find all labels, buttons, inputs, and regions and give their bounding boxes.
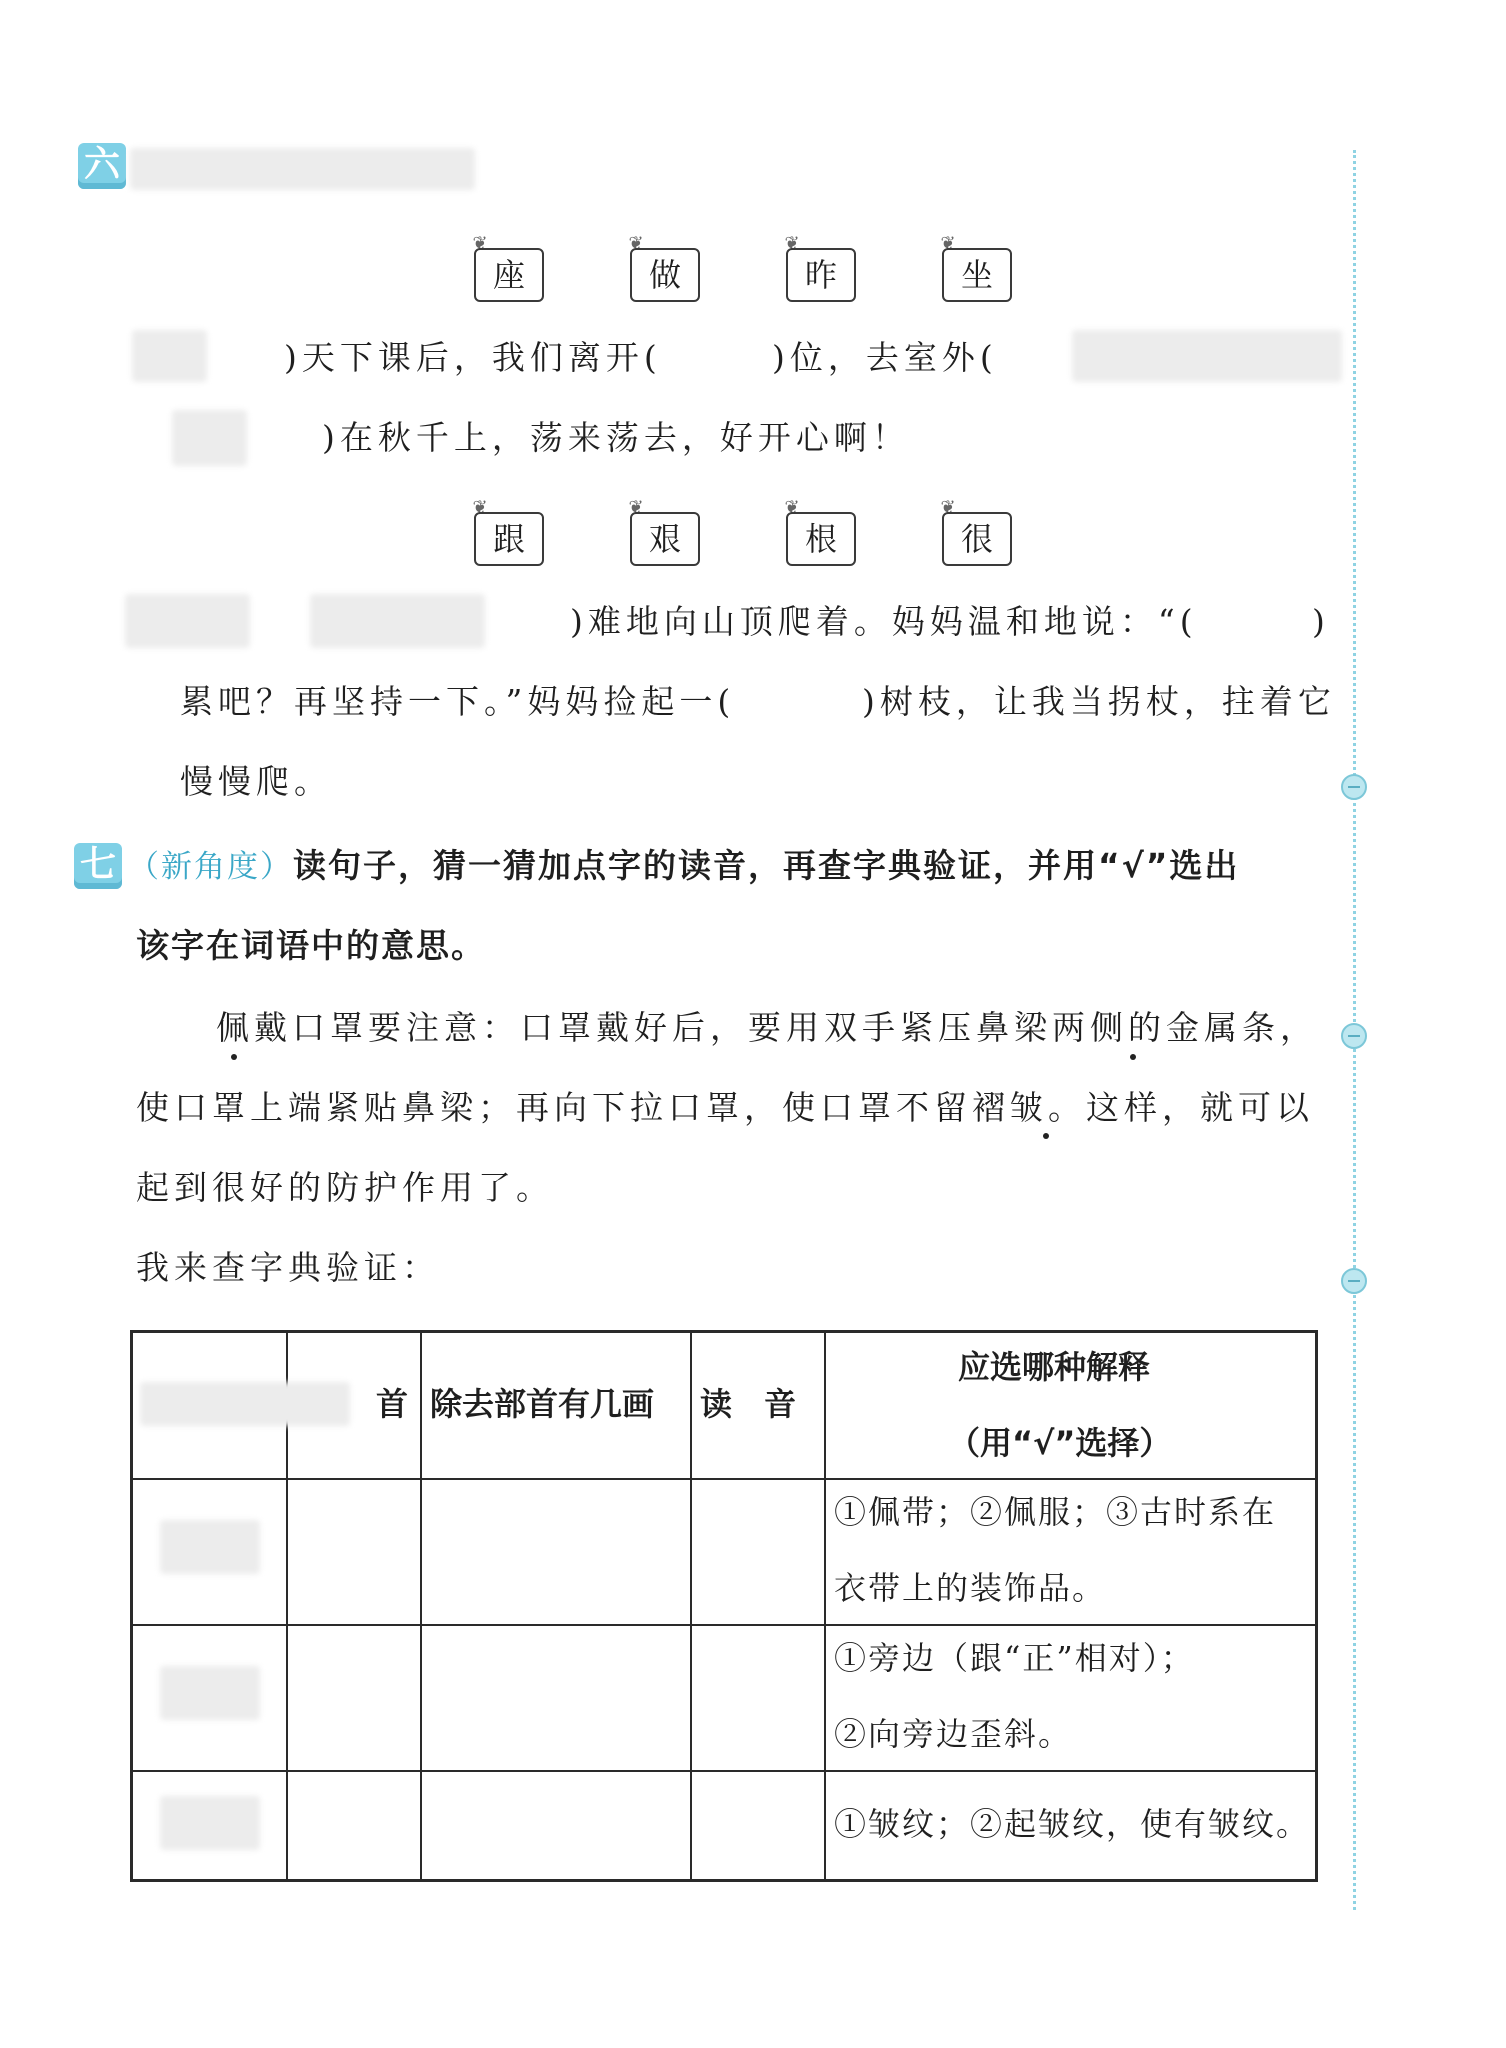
table-row-divider: [130, 1770, 1318, 1772]
choice-char: 坐: [942, 248, 1012, 302]
leaf-icon: [1341, 1268, 1367, 1294]
sentence-line: )天下课后，我们离开(: [284, 338, 662, 377]
section-instruction-cont: 该字在词语中的意思。: [136, 926, 486, 965]
section-six-badge: 六: [78, 143, 126, 189]
choice-char: 跟: [474, 512, 544, 566]
ornament-icon: ❦: [472, 233, 488, 254]
meaning-option: ②向旁边歪斜。: [834, 1715, 1073, 1753]
header-reading: 读 音: [700, 1385, 797, 1423]
choice-char: 座: [474, 248, 544, 302]
table-row-divider: [130, 1624, 1318, 1626]
ornament-icon: ❦: [628, 233, 644, 254]
redacted-blank: [310, 594, 485, 648]
redacted-instruction: [130, 148, 475, 190]
passage-line: 佩戴口罩要注意：口罩戴好后，要用双手紧压鼻梁两侧的金属条，: [216, 1008, 1318, 1047]
leaf-icon: [1341, 774, 1367, 800]
sentence-line: )难地向山顶爬着。妈妈温和地说：“(: [570, 602, 1198, 641]
meaning-option: ①佩带；②佩服；③古时系在: [834, 1493, 1277, 1531]
redacted-cell: [160, 1796, 260, 1850]
leaf-icon: [1341, 1023, 1367, 1049]
meaning-option: 衣带上的装饰品。: [834, 1569, 1107, 1607]
header-radical: 首: [376, 1385, 409, 1423]
choice-box: [784, 233, 856, 302]
redacted-blank: [132, 330, 207, 382]
ornament-icon: ❦: [472, 497, 488, 518]
redacted-header: [140, 1382, 350, 1426]
meaning-option: ①皱纹；②起皱纹，使有皱纹。: [834, 1805, 1311, 1843]
redacted-blank: [125, 594, 250, 648]
ornament-icon: ❦: [940, 233, 956, 254]
table-column-divider: [824, 1330, 826, 1882]
sentence-line: )树枝，让我当拐杖，拄着它: [862, 682, 1336, 721]
sentence-line: )位，去室外(: [772, 338, 998, 377]
sentence-line: )在秋千上，荡来荡去，好开心啊！: [322, 418, 910, 457]
ornament-icon: ❦: [784, 233, 800, 254]
choice-char: 很: [942, 512, 1012, 566]
table-row-divider: [130, 1478, 1318, 1480]
meaning-option: ①旁边（跟“正”相对）；: [834, 1639, 1195, 1677]
redacted-cell: [160, 1520, 260, 1574]
sentence-line: 慢慢爬。: [180, 762, 332, 801]
ornament-icon: ❦: [784, 497, 800, 518]
verify-label: 我来查字典验证：: [136, 1248, 440, 1287]
choice-char: 艰: [630, 512, 700, 566]
choice-box: [472, 233, 544, 302]
choice-box: [472, 497, 544, 566]
choice-char: 昨: [786, 248, 856, 302]
table-column-divider: [690, 1330, 692, 1882]
emphasis-dot: [1130, 1054, 1136, 1060]
table-column-divider: [420, 1330, 422, 1882]
sentence-line: ): [1312, 602, 1330, 641]
passage-line: 使口罩上端紧贴鼻梁；再向下拉口罩，使口罩不留褶皱。这样，就可以: [136, 1088, 1314, 1127]
header-meaning-note: （用“√”选择）: [948, 1424, 1172, 1462]
choice-box: [940, 233, 1012, 302]
instruction-text: 读句子，猜一猜加点字的读音，再查字典验证，并用“√”选出: [293, 846, 1240, 885]
choice-char: 做: [630, 248, 700, 302]
redacted-blank: [1072, 330, 1342, 382]
emphasis-dot: [231, 1054, 237, 1060]
header-meaning: 应选哪种解释: [958, 1348, 1151, 1386]
sentence-line: 累吧？再坚持一下。”妈妈捡起一(: [180, 682, 736, 721]
section-instruction: [128, 844, 1239, 889]
choice-box: [628, 497, 700, 566]
passage-line: 起到很好的防护作用了。: [136, 1168, 554, 1207]
choice-box: [940, 497, 1012, 566]
emphasis-dot: [1043, 1133, 1049, 1139]
ornament-icon: ❦: [940, 497, 956, 518]
ornament-icon: ❦: [628, 497, 644, 518]
choice-box: [628, 233, 700, 302]
choice-box: [784, 497, 856, 566]
choice-char: 根: [786, 512, 856, 566]
redacted-blank: [172, 410, 247, 466]
new-angle-tag: （新角度）: [128, 849, 293, 885]
section-seven-badge: 七: [74, 843, 122, 889]
header-strokes: 除去部首有几画: [430, 1385, 655, 1423]
redacted-cell: [160, 1666, 260, 1720]
